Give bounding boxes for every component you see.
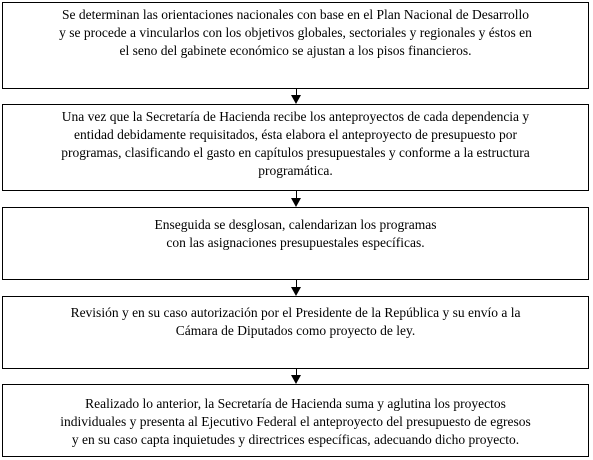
arrow-down-icon — [291, 287, 301, 296]
flow-step-3 — [2, 207, 589, 280]
flow-step-5 — [2, 384, 589, 457]
step-3-line-1: Enseguida se desglosan, calendarizan los programas — [154, 217, 437, 232]
step-2-line-3: programas, clasificando el gasto en capítulos presupuestales y conforme a la estructura — [61, 145, 530, 160]
step-1-line-1: Se determinan las orientaciones nacionales con base en el Plan Nacional de Desarrollo — [61, 7, 530, 22]
step-5-line-3: y en su caso capta inquietudes y directrices específicas, adecuando dicho proyecto. — [71, 432, 520, 447]
arrow-down-icon — [291, 95, 301, 104]
step-5-line-1: Realizado lo anterior, la Secretaría de Hacienda suma y aglutina los proyectos — [85, 396, 506, 411]
step-2-line-2: entidad debidamente requisitados, ésta elabora el anteproyecto de presupuesto por — [73, 127, 518, 142]
step-2-line-1: Una vez que la Secretaría de Hacienda recibe los anteproyectos de cada dependencia y — [61, 109, 530, 124]
step-1-line-3: el seno del gabinete económico se ajustan a los pisos financieros. — [119, 43, 472, 58]
arrow-down-icon — [291, 375, 301, 384]
flow-step-2 — [2, 104, 589, 191]
step-1-line-2: y se procede a vincularlos con los objetivos globales, sectoriales y regionales y éstos en — [59, 25, 532, 40]
flow-step-4 — [2, 296, 589, 369]
flow-step-1 — [2, 2, 589, 89]
step-5-line-2: individuales y presenta al Ejecutivo Federal el anteproyecto del presupuesto de egresos — [60, 414, 531, 429]
step-2-line-4: programática. — [258, 163, 333, 178]
step-3-line-2: con las asignaciones presupuestales específicas. — [166, 235, 425, 250]
step-4-line-1: Revisión y en su caso autorización por el Presidente de la República y su envío a la — [70, 305, 521, 320]
step-4-line-2: Cámara de Diputados como proyecto de ley. — [175, 323, 416, 338]
arrow-down-icon — [291, 198, 301, 207]
